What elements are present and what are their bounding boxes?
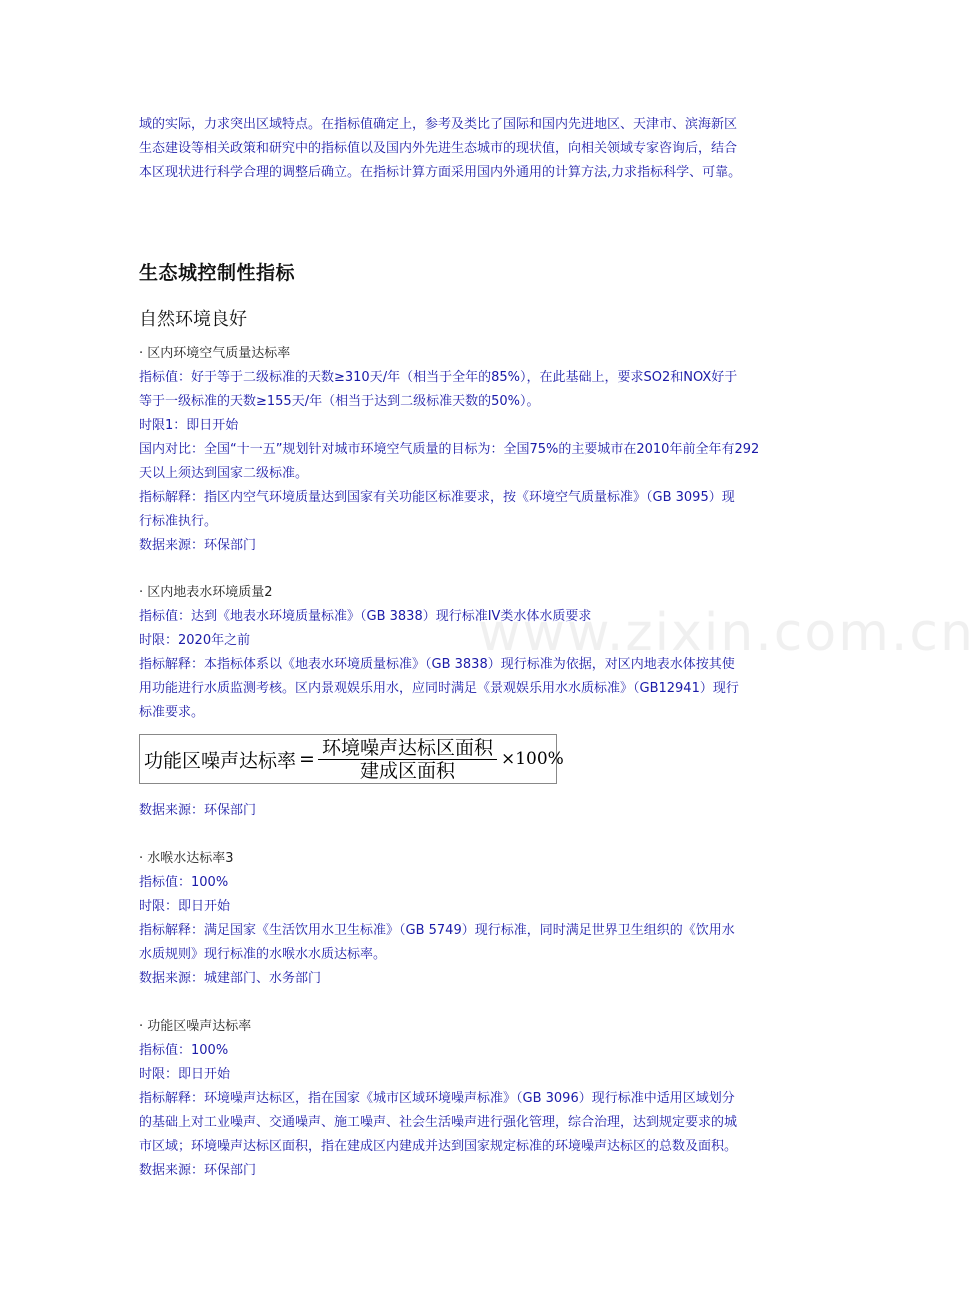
noise-rate-formula <box>139 734 564 784</box>
indicator-air-quality <box>139 342 784 558</box>
intro-paragraph <box>139 113 784 185</box>
formula-lhs: 功能区噪声达标率 <box>144 749 297 772</box>
indicator-line: 市区域；环境噪声达标区面积，指在建成区内建成并达到国家规定标准的环境噪声达标区的总数及面积。 <box>139 1139 738 1154</box>
subsection-title: 自然环境良好 <box>139 309 247 330</box>
indicator-line: 时限：2020年之前 <box>139 633 251 648</box>
indicator-line: 天以上须达到国家二级标准。 <box>139 466 309 481</box>
section-title: 生态城控制性指标 <box>139 262 296 284</box>
indicator-line: 国内对比：全国“十一五”规划针对城市环境空气质量的目标为：全国75%的主要城市在2010年前全年有292 <box>139 442 760 457</box>
indicator-line: 水质规则》现行标准的水喉水水质达标率。 <box>139 947 387 962</box>
formula-multiplier: ×100% <box>500 749 564 769</box>
formula-numerator: 环境噪声达标区面积 <box>318 737 497 760</box>
indicator-tap-water <box>139 847 784 991</box>
indicator-line: 指标值：好于等于二级标准的天数≥310天/年（相当于全年的85%），在此基础上，要求SO2和NOX好于 <box>139 370 738 385</box>
intro-line: 本区现状进行科学合理的调整后确立。在指标计算方面采用国内外通用的计算方法,力求指标科学、可靠。 <box>139 165 742 180</box>
indicator-line: 行标准执行。 <box>139 514 218 529</box>
watermark: www.zixin.com.cn <box>478 603 975 663</box>
indicator-line: 数据来源：环保部门 <box>139 1163 257 1178</box>
indicator-title: · 功能区噪声达标率 <box>139 1019 252 1034</box>
indicator-line: 时限1：即日开始 <box>139 418 239 433</box>
data-source-line: 数据来源：环保部门 <box>139 803 257 818</box>
formula-source <box>139 799 784 823</box>
indicator-line: 指标解释：环境噪声达标区，指在国家《城市区域环境噪声标准》（GB 3096）现行标准中适用区域划分 <box>139 1091 735 1106</box>
intro-line: 生态建设等相关政策和研究中的指标值以及国内外先进生态城市的现状值，向相关领域专家咨询后，结合 <box>139 141 738 156</box>
indicator-line: 指标解释：满足国家《生活饮用水卫生标准》（GB 5749）现行标准，同时满足世界卫生组织的《饮用水 <box>139 923 735 938</box>
indicator-line: 指标值：100% <box>139 1043 229 1058</box>
indicator-line: 指标值：100% <box>139 875 229 890</box>
formula-denominator: 建成区面积 <box>359 759 455 782</box>
indicator-title: · 水喉水达标率3 <box>139 851 234 866</box>
indicator-noise <box>139 1015 784 1183</box>
indicator-line: 数据来源：城建部门、水务部门 <box>139 971 322 986</box>
indicator-line: 指标解释：本指标体系以《地表水环境质量标准》（GB 3838）现行标准为依据，对区内地表水体按其使 <box>139 657 735 672</box>
indicator-line: 的基础上对工业噪声、交通噪声、施工噪声、社会生活噪声进行强化管理，综合治理，达到规定要求的城 <box>139 1115 738 1130</box>
formula-fraction <box>318 737 497 782</box>
indicator-title: · 区内地表水环境质量2 <box>139 585 273 600</box>
indicator-line: 指标解释：指区内空气环境质量达到国家有关功能区标准要求，按《环境空气质量标准》（GB 3095）现 <box>139 490 735 505</box>
indicator-line: 等于一级标准的天数≥155天/年（相当于达到二级标准天数的50%）。 <box>139 394 540 409</box>
indicator-line: 用功能进行水质监测考核。区内景观娱乐用水，应同时满足《景观娱乐用水水质标准》（GB12941）现行 <box>139 681 739 696</box>
indicator-line: 指标值：达到《地表水环境质量标准》（GB 3838）现行标准IV类水体水质要求 <box>139 609 592 624</box>
indicator-line: 数据来源：环保部门 <box>139 538 257 553</box>
indicator-line: 标准要求。 <box>139 705 205 720</box>
indicator-line: 时限：即日开始 <box>139 899 231 914</box>
intro-line: 域的实际，力求突出区域特点。在指标值确定上，参考及类比了国际和国内先进地区、天津市、滨海新区 <box>139 117 738 132</box>
formula-equals: = <box>299 748 315 770</box>
indicator-line: 时限：即日开始 <box>139 1067 231 1082</box>
indicator-surface-water <box>139 581 784 725</box>
indicator-title: · 区内环境空气质量达标率 <box>139 346 291 361</box>
